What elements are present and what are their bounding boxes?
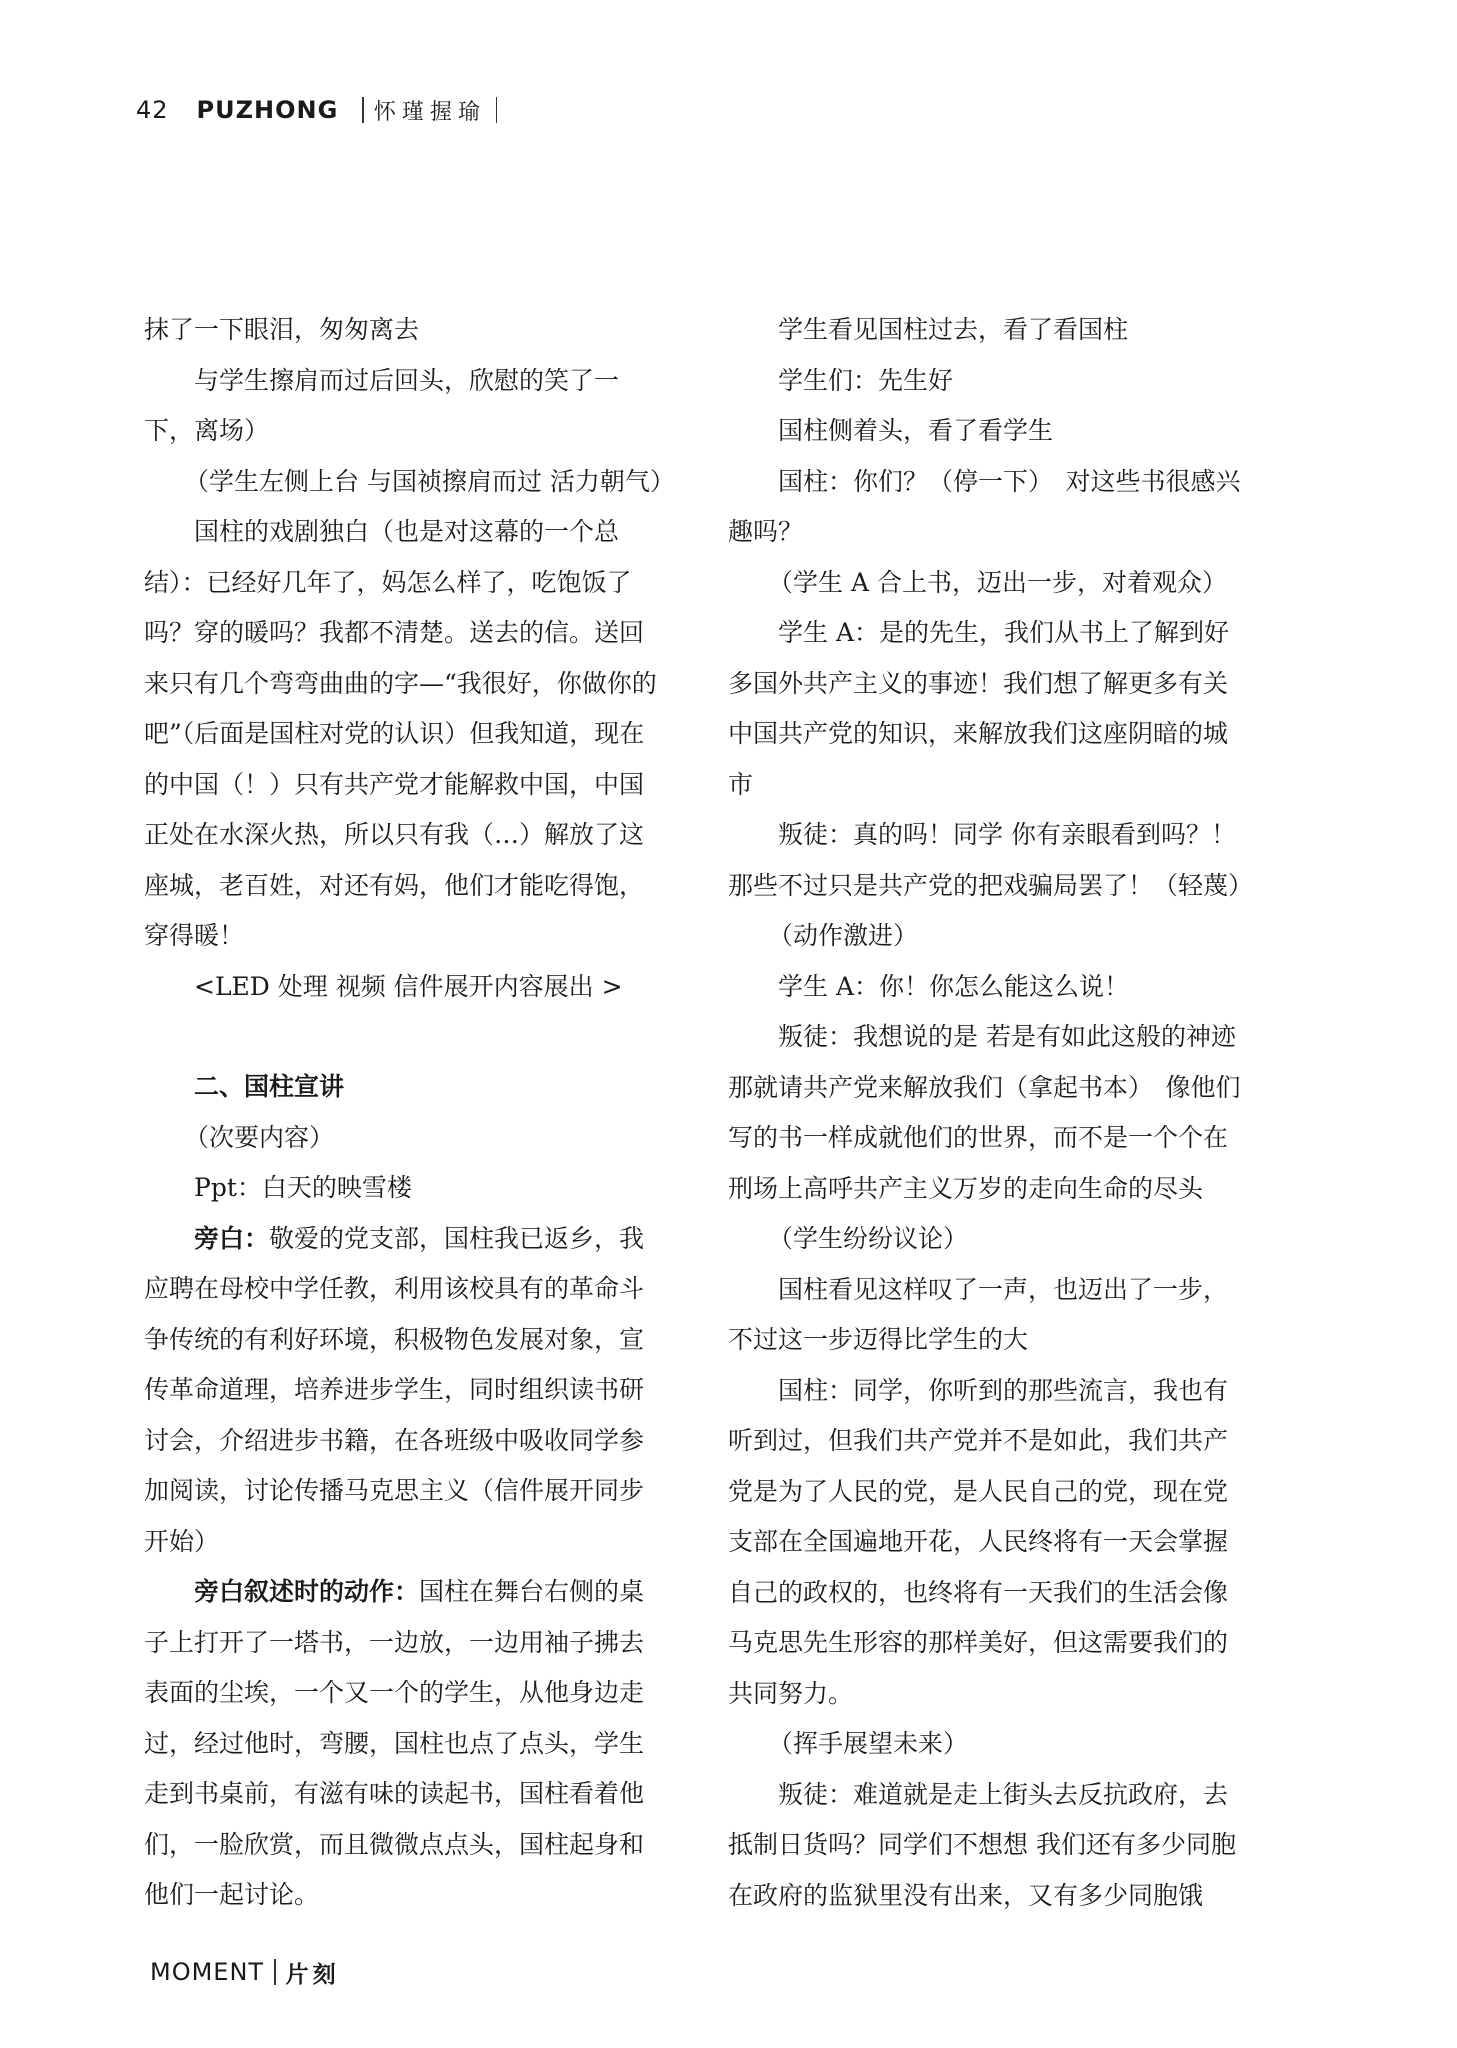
paragraph: 叛徒：我想说的是 若是有如此这般的神迹那就请共产党来解放我们（拿起书本） 像他们写的书一样成就他们的世界，而不是一个个在刑场上高呼共产主义万岁的走向生命的尽头 bbox=[728, 1022, 1241, 1203]
paragraph bbox=[144, 1214, 664, 1568]
running-header bbox=[136, 92, 507, 128]
paragraph: 与学生擦肩而过后回头，欣慰的笑了一下，离场） bbox=[144, 365, 620, 445]
stage-direction: （学生 A 合上书，迈出一步，对着观众） bbox=[768, 567, 1227, 597]
paragraph: 叛徒：难道就是走上街头去反抗政府，去抵制日货吗？同学们不想想 我们还有多少同胞在政府的监狱里没有出来，又有多少同胞饿 bbox=[728, 1779, 1236, 1910]
header-divider-end bbox=[496, 97, 498, 123]
stage-direction: （挥手展望未来） bbox=[768, 1729, 969, 1758]
paragraph: 国柱的戏剧独白（也是对这幕的一个总结）：已经好几年了，妈怎么样了，吃饱饭了吗？穿的暖吗？我都不清楚。送去的信。送回来只有几个弯弯曲曲的字—“我很好，你做你的吧”（后面是国柱对党的认识）但我知道，现在的中国（！）只有共产党才能解救中国，中国正处在水深火热，所以只有我（…）解放了这座城，老百姓，对还有妈，他们才能吃得饱，穿得暖！ bbox=[144, 517, 657, 950]
paragraph: 学生 A：是的先生，我们从书上了解到好多国外共产主义的事迹！我们想了解更多有关中国共产党的知识，来解放我们这座阴暗的城市 bbox=[728, 618, 1230, 799]
stage-direction: （学生左侧上台 与国祯擦肩而过 活力朝气） bbox=[184, 466, 675, 496]
stage-direction: <LED 处理 视频 信件展开内容展出 > bbox=[194, 971, 623, 1001]
paragraph: 国柱：同学，你听到的那些流言，我也有听到过，但我们共产党并不是如此，我们共产党是为了人民的党，是人民自己的党，现在党支部在全国遍地开花，人民终将有一天会掌握自己的政权的，也终将有一天我们的生活会像马克思先生形容的那样美好，但这需要我们的共同努力。 bbox=[728, 1375, 1229, 1708]
stage-direction: （动作激进） bbox=[768, 921, 919, 950]
section-heading: 二、国柱宣讲 bbox=[194, 1072, 345, 1101]
paragraph-body: 国柱在舞台右侧的桌子上打开了一塔书，一边放，一边用袖子拂去表面的尘埃，一个又一个的学生，从他身边走过，经过他时，弯腰，国柱也点了点头，学生走到书桌前，有滋有味的读起书，国柱看着他们，一脸欣赏，而且微微点点头，国柱起身和他们一起讨论。 bbox=[144, 1577, 645, 1909]
paragraph bbox=[144, 1567, 664, 1921]
section-gap bbox=[144, 1012, 664, 1062]
paragraph-lead: 旁白： bbox=[194, 1223, 270, 1253]
paragraph: 学生 A：你！你怎么能这么说！ bbox=[778, 971, 1130, 1001]
page-number: 42 bbox=[136, 96, 169, 124]
magazine-brand: PUZHONG bbox=[196, 96, 339, 124]
header-divider bbox=[362, 97, 364, 123]
footer-label-en: MOMENT bbox=[150, 1958, 265, 1986]
paragraph: 国柱：你们？（停一下） 对这些书很感兴趣吗？ bbox=[728, 466, 1241, 546]
footer-label-zh: 片刻 bbox=[285, 1961, 340, 1988]
running-footer bbox=[150, 1954, 340, 1990]
paragraph: 国柱侧着头，看了看学生 bbox=[778, 416, 1054, 445]
footer-divider bbox=[274, 1959, 276, 1985]
section-name: 怀瑾握瑜 bbox=[373, 99, 486, 125]
paragraph-lead: 旁白叙述时的动作： bbox=[194, 1577, 420, 1606]
paragraph: 叛徒：真的吗！同学 你有亲眼看到吗？！那些不过只是共产党的把戏骗局罢了！（轻蔑） bbox=[728, 820, 1254, 900]
paragraph: Ppt：白天的映雪楼 bbox=[194, 1173, 412, 1202]
paragraph-body: 敬爱的党支部，国柱我已返乡，我应聘在母校中学任教，利用该校具有的革命斗争传统的有利好环境，积极物色发展对象，宣传革命道理，培养进步学生，同时组织读书研讨会，介绍进步书籍，在各班级中吸收同学参加阅读，讨论传播马克思主义（信件展开同步开始） bbox=[144, 1223, 645, 1556]
paragraph: 学生看见国柱过去，看了看国柱 bbox=[778, 315, 1129, 344]
paragraph: 抹了一下眼泪，匆匆离去 bbox=[144, 315, 420, 344]
paragraph: 学生们：先生好 bbox=[778, 365, 954, 395]
stage-direction: （次要内容） bbox=[184, 1122, 335, 1152]
right-column bbox=[728, 305, 1254, 1921]
paragraph: 国柱看见这样叹了一声，也迈出了一步，不过这一步迈得比学生的大 bbox=[728, 1274, 1229, 1354]
left-column bbox=[144, 305, 675, 1921]
stage-direction: （学生纷纷议论） bbox=[768, 1224, 969, 1253]
